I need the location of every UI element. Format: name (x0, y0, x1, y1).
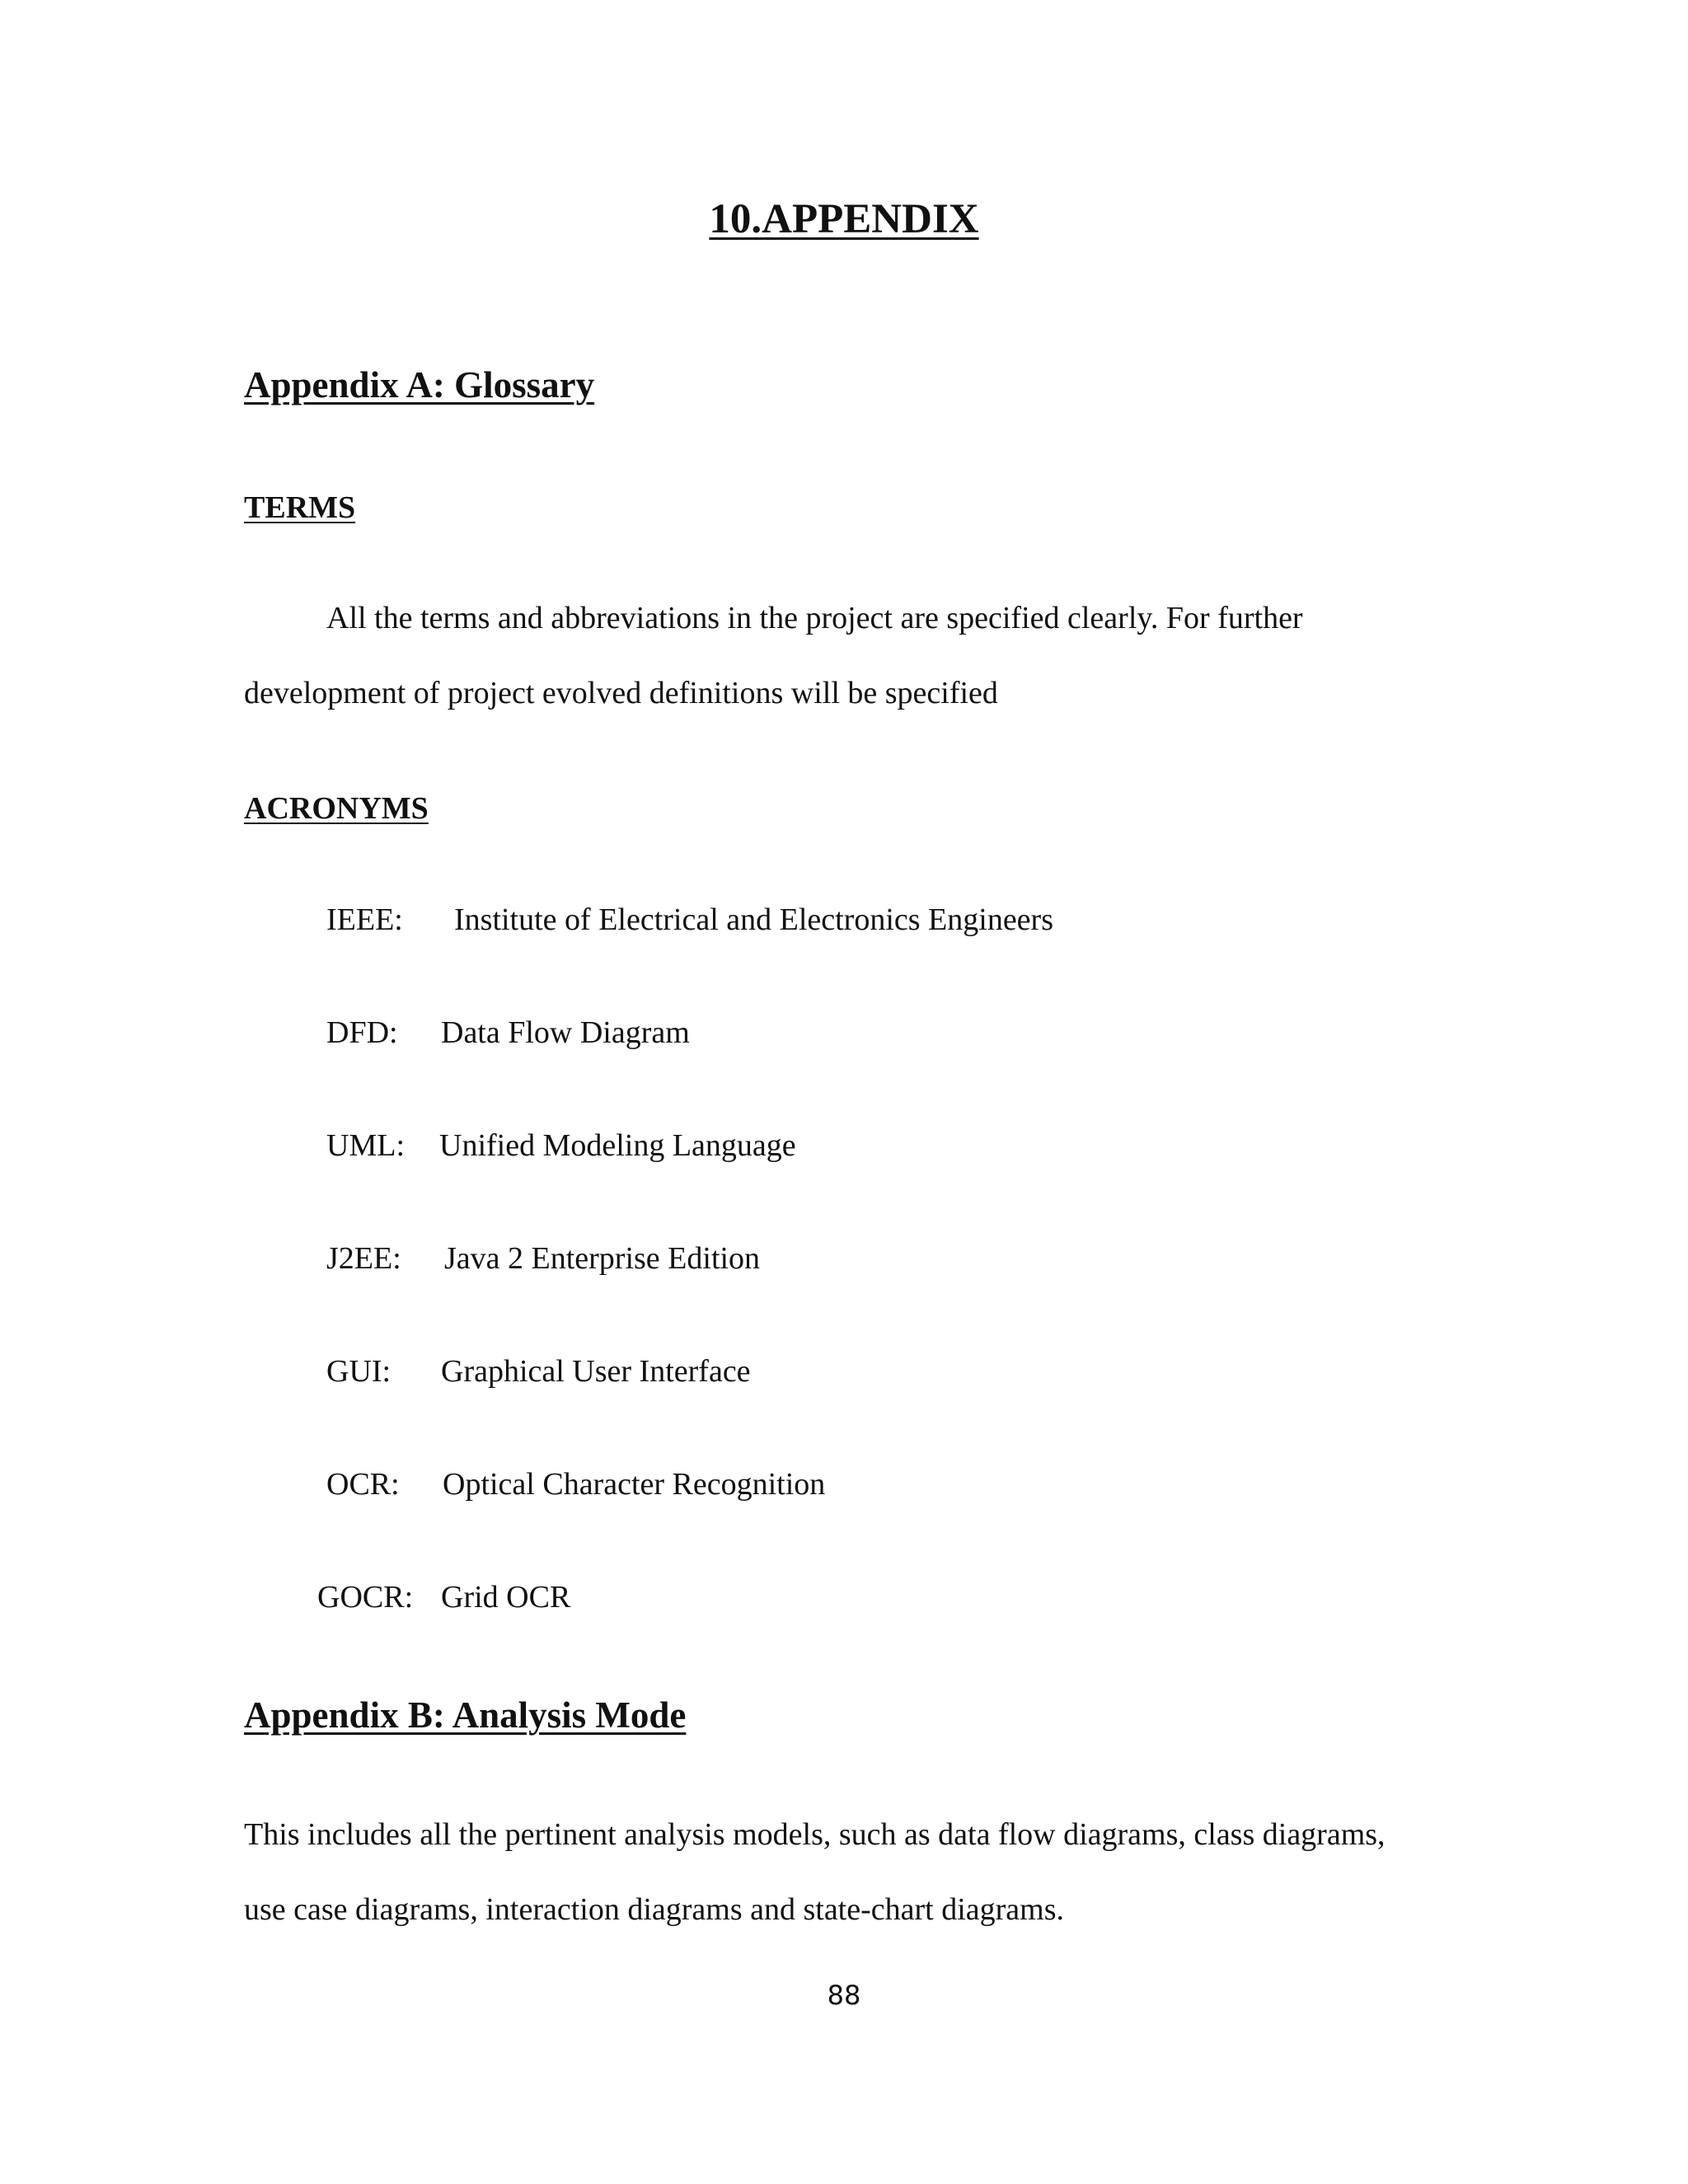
acronym-definition: Java 2 Enterprise Edition (444, 1241, 761, 1276)
acronym-abbr: J2EE: (326, 1241, 401, 1276)
acronym-definition: Grid OCR (441, 1580, 571, 1615)
appendix-b-paragraph-line-1: This includes all the pertinent analysis models, such as data flow diagrams, class diagrams, (244, 1817, 1386, 1852)
acronym-definition: Institute of Electrical and Electronics Engineers (454, 902, 1053, 937)
appendix-b-heading: Appendix B: Analysis Mode (244, 1694, 687, 1736)
acronym-abbr: OCR: (326, 1467, 400, 1502)
acronym-definition: Data Flow Diagram (441, 1015, 690, 1050)
acronym-definition: Optical Character Recognition (443, 1467, 826, 1502)
acronym-definition: Unified Modeling Language (439, 1128, 796, 1163)
acronym-abbr: IEEE: (326, 902, 403, 937)
acronym-definition: Graphical User Interface (441, 1354, 751, 1389)
acronym-abbr: GOCR: (317, 1580, 414, 1615)
appendix-a-heading: Appendix A: Glossary (244, 364, 595, 405)
terms-paragraph-line-2: development of project evolved definitions will be specified (244, 676, 998, 710)
acronym-abbr: UML: (326, 1128, 405, 1163)
terms-heading: TERMS (244, 490, 356, 525)
page-number: 88 (827, 1980, 861, 2011)
appendix-b-paragraph-line-2: use case diagrams, interaction diagrams and state-chart diagrams. (244, 1892, 1064, 1927)
acronym-abbr: DFD: (326, 1015, 398, 1050)
page-title: 10.APPENDIX (709, 196, 979, 242)
terms-paragraph-line-1: All the terms and abbreviations in the project are specified clearly. For further (326, 601, 1303, 635)
acronyms-heading: ACRONYMS (244, 791, 429, 826)
acronym-abbr: GUI: (326, 1354, 392, 1389)
